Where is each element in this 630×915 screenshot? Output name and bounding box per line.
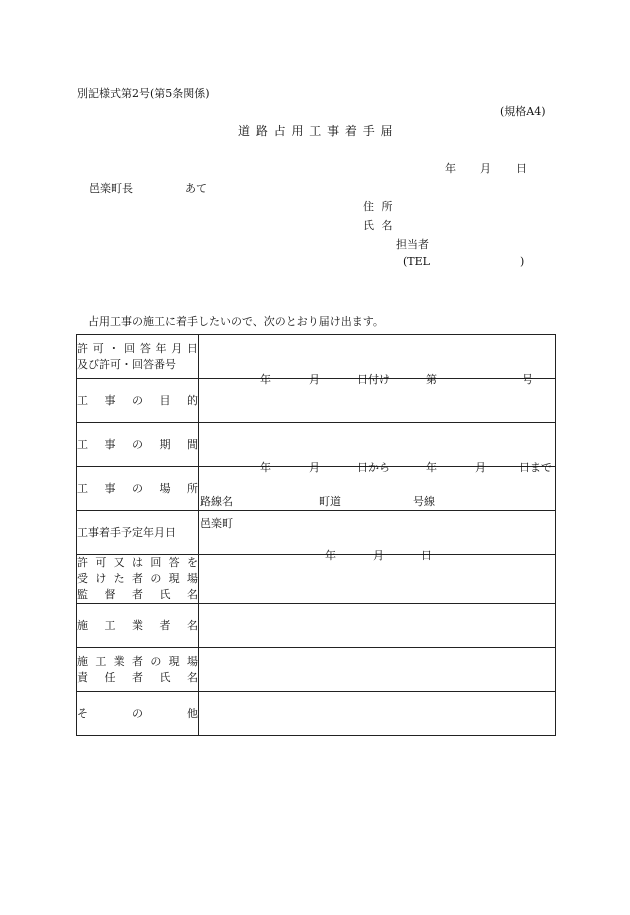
label-line: 許 可 又 は 回 答 を bbox=[77, 556, 198, 569]
field-month: 月 bbox=[309, 372, 320, 386]
field-number-prefix: 第 bbox=[426, 372, 437, 386]
label-line: 施 工 業 者 の 現 場 bbox=[77, 654, 198, 668]
field-month: 月 bbox=[373, 548, 384, 562]
field-end-day: 日まで bbox=[519, 460, 552, 474]
date-day-label: 日 bbox=[516, 162, 527, 175]
label-line: 受 け た 者 の 現 場 bbox=[77, 572, 198, 585]
paper-size-note: (規格A4) bbox=[500, 105, 546, 118]
value-contractor[interactable] bbox=[199, 604, 556, 648]
label-line: 及び許可・回答番号 bbox=[77, 357, 176, 371]
field-start-month: 月 bbox=[309, 460, 320, 474]
label-site-manager bbox=[77, 648, 199, 692]
field-start-year: 年 bbox=[260, 460, 271, 474]
field-town-name: 邑楽町 bbox=[200, 516, 233, 530]
field-town-road: 町道 bbox=[319, 494, 341, 508]
label-line: 工 事 の 場 所 bbox=[77, 481, 198, 495]
field-day-dated: 日付け bbox=[357, 372, 390, 386]
value-period[interactable] bbox=[199, 423, 556, 474]
field-day: 日 bbox=[421, 548, 432, 562]
label-purpose bbox=[77, 379, 199, 423]
name-label: 氏 名 bbox=[363, 219, 395, 232]
table-row-supervisor bbox=[77, 555, 556, 604]
notification-table bbox=[76, 334, 556, 736]
label-line: 工 事 の 期 間 bbox=[77, 437, 198, 451]
form-reference: 別記様式第2号(第5条関係) bbox=[77, 87, 210, 100]
value-start-date[interactable] bbox=[199, 511, 556, 562]
document-title: 道 路 占 用 工 事 着 手 届 bbox=[238, 124, 394, 138]
field-route-name: 路線名 bbox=[200, 494, 233, 508]
table-row-permit bbox=[77, 335, 556, 379]
field-year: 年 bbox=[260, 372, 271, 386]
label-line: 責 任 者 氏 名 bbox=[77, 670, 198, 684]
label-line: 施 工 業 者 名 bbox=[77, 618, 198, 632]
label-location bbox=[77, 467, 199, 511]
table-row-other bbox=[77, 692, 556, 736]
table-row-start-date bbox=[77, 511, 556, 555]
label-period bbox=[77, 423, 199, 467]
date-month-label: 月 bbox=[480, 162, 491, 175]
contact-person-label: 担当者 bbox=[396, 238, 429, 251]
tel-open-label: (TEL bbox=[403, 255, 430, 268]
field-end-month: 月 bbox=[475, 460, 486, 474]
address-label: 住 所 bbox=[363, 200, 395, 213]
value-site-manager[interactable] bbox=[199, 648, 556, 692]
addressee-name: 邑楽町長 bbox=[89, 182, 133, 195]
field-route-number: 号線 bbox=[413, 494, 435, 508]
addressee-suffix: あて bbox=[185, 182, 207, 195]
table-row-contractor bbox=[77, 604, 556, 648]
table-row-site-manager bbox=[77, 648, 556, 692]
field-number-suffix: 号 bbox=[522, 372, 533, 386]
value-permit[interactable] bbox=[199, 335, 556, 386]
table-row-period bbox=[77, 423, 556, 467]
label-line: 工事着手予定年月日 bbox=[77, 525, 176, 539]
label-start-date bbox=[77, 511, 199, 555]
label-line: そ の 他 bbox=[77, 706, 198, 720]
label-other bbox=[77, 692, 199, 736]
label-line: 監 督 者 氏 名 bbox=[77, 588, 198, 601]
date-year-label: 年 bbox=[445, 162, 456, 175]
label-contractor bbox=[77, 604, 199, 648]
label-line: 許 可 ・ 回 答 年 月 日 bbox=[77, 341, 198, 355]
value-other[interactable] bbox=[199, 692, 556, 736]
label-line: 工 事 の 目 的 bbox=[77, 393, 198, 407]
intro-text: 占用工事の施工に着手したいので、次のとおり届け出ます。 bbox=[88, 315, 384, 328]
label-supervisor bbox=[77, 555, 199, 604]
tel-close-label: ) bbox=[520, 255, 525, 268]
field-end-year: 年 bbox=[426, 460, 437, 474]
label-permit bbox=[77, 335, 199, 379]
field-year: 年 bbox=[325, 548, 336, 562]
field-start-day: 日から bbox=[357, 460, 390, 474]
